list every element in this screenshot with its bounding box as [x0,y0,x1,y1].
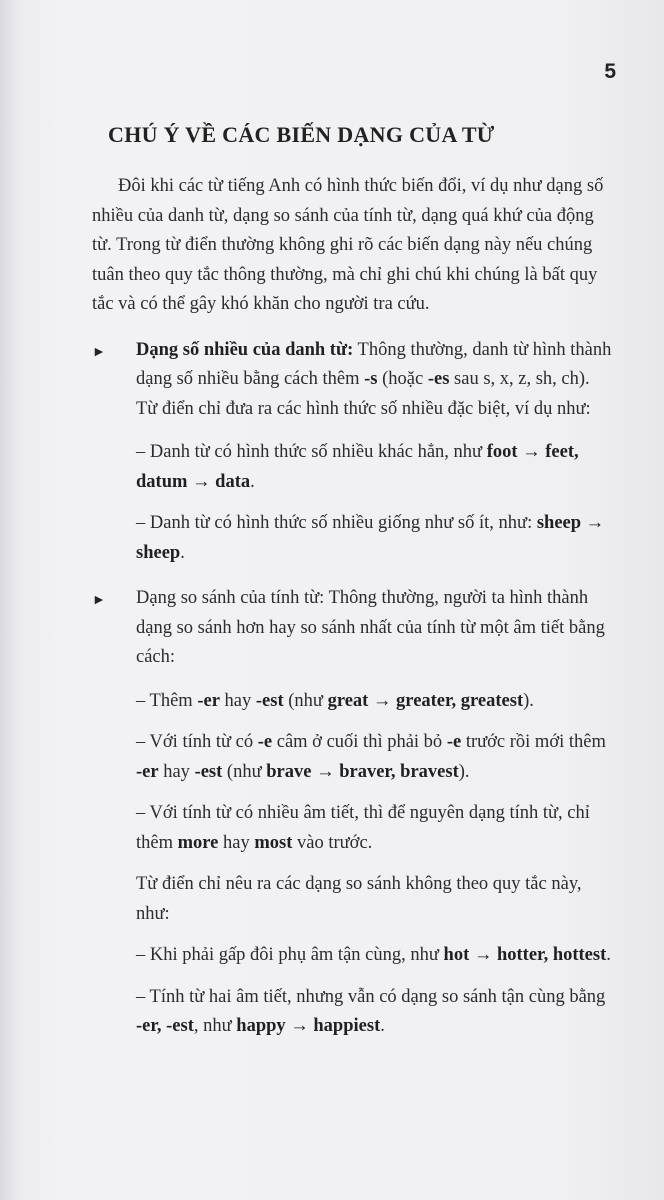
rule-silent-e: – Với tính từ có -e câm ở cuối thì phải bỏ -e trước rồi mới thêm -er hay -est (như brave → braver, bravest). [136,732,606,782]
irregular-double-consonant: – Khi phải gấp đôi phụ âm tận cùng, như hot → hotter, hottest. [136,945,611,965]
irregular-note: Từ điển chỉ nêu ra các dạng so sánh không theo quy tắc này, như: [136,874,582,924]
plural-example-same: – Danh từ có hình thức số nhiều giống như số ít, như: sheep → sheep. [136,513,605,563]
bullet-arrow-icon: ► [92,344,106,360]
rule-er-est: – Thêm -er hay -est (như great → greater, greatest). [136,690,534,711]
section-plural-title: Dạng số nhiều của danh từ: [136,339,354,360]
rule-more-most: – Với tính từ có nhiều âm tiết, thì để nguyên dạng tính từ, chỉ thêm more hay most vào trước. [136,803,590,853]
intro-paragraph: Đôi khi các từ tiếng Anh có hình thức biến đổi, ví dụ như dạng số nhiều của danh từ, dạng so sánh của tính từ, dạng quá khứ của động từ. Trong từ điển thường không ghi rõ các biến dạng này nếu chúng tuân theo quy tắc thông thường, mà chỉ ghi chú khi chúng là bất quy tắc và có thể gây khó khăn cho người tra cứu. [92,176,604,314]
section-comparatives [92,584,612,1042]
bullet-arrow-icon: ► [92,593,106,608]
section-plural-nouns [92,336,612,569]
page-title: CHÚ Ý VỀ CÁC BIẾN DẠNG CỦA TỪ [108,122,495,147]
page-number: 5 [604,60,616,83]
page-content [92,172,612,1054]
plural-example-irregular: – Danh từ có hình thức số nhiều khác hẳn, như foot → feet, datum → data. [136,442,579,492]
irregular-two-syllable: – Tính từ hai âm tiết, nhưng vẫn có dạng so sánh tận cùng bằng -er, -est, như happy → happiest. [136,986,606,1036]
section-plural-heading: Dạng số nhiều của danh từ: Thông thường, danh từ hình thành dạng số nhiều bằng cách thêm -s (hoặc -es sau s, x, z, sh, ch). Từ điển chỉ đưa ra các hình thức số nhiều đặc biệt, ví dụ như: [136,339,612,419]
section-comparative-heading: Dạng so sánh của tính từ: Thông thường, người ta hình thành dạng so sánh hơn hay so sánh nhất của tính từ một âm tiết bằng cách: [136,588,605,667]
